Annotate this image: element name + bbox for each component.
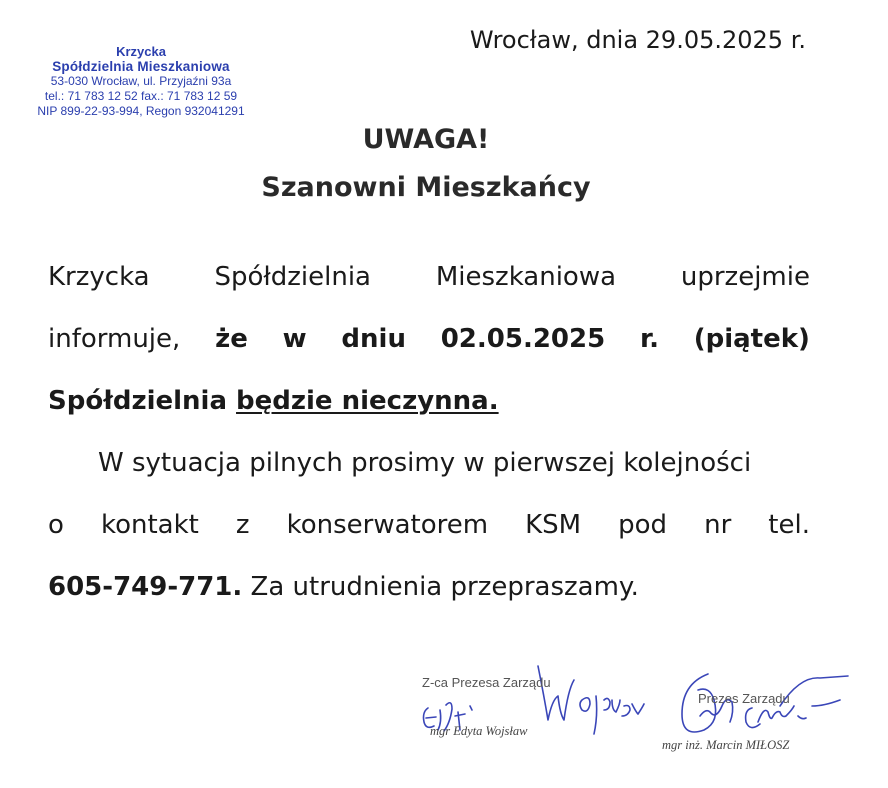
stamp-line-2: Spółdzielnia Mieszkaniowa [52,59,230,74]
stamp-nip-regon: NIP 899-22-93-994, Regon 932041291 [37,104,245,118]
left-signature-name: mgr Edyta Wojsław [430,724,528,738]
stamp-phone: tel.: 71 783 12 52 fax.: 71 783 12 59 [44,89,238,103]
word: że [215,324,248,354]
place-date: Wrocław, dnia 29.05.2025 r. [469,26,806,54]
weekday: (piątek) [693,324,810,354]
left-signature-title: Z-ca Prezesa Zarządu [422,675,551,690]
word: KSM [525,510,582,540]
line-text: W sytuacja pilnych prosimy w pierwszej kolejności [98,448,752,478]
word: nr [704,510,732,540]
word: tel. [768,510,810,540]
word: Spółdzielnia [48,386,228,416]
stamp-line-1: Krzycka [116,44,166,59]
right-signature-name: mgr inż. Marcin MIŁOSZ [662,738,790,752]
word: Krzycka [48,262,150,292]
word: uprzejmie [680,262,810,292]
word: Spółdzielnia [214,262,371,292]
salutation-heading: Szanowni Mieszkańcy [261,172,591,203]
stamp-address: 53-030 Wrocław, ul. Przyjaźni 93a [50,74,232,88]
line-text: Za utrudnienia przepraszamy. [242,572,639,602]
left-signature-surname [538,666,644,734]
phone-number: 605-749-771. [48,572,243,602]
alert-heading: UWAGA! [362,124,490,155]
word: konserwatorem [286,510,489,540]
word: pod [618,510,668,540]
closure-date: 02.05.2025 [440,324,606,354]
word: w [282,324,307,354]
word: informuje, [48,324,181,354]
closure-notice: będzie nieczynna. [236,386,499,416]
word: z [235,510,250,540]
right-signature-title: Prezes Zarządu [698,691,790,706]
word: dniu [341,324,406,354]
word: kontakt [100,510,199,540]
word: Mieszkaniowa [435,262,617,292]
word: r. [639,324,659,354]
word: o [48,510,64,540]
